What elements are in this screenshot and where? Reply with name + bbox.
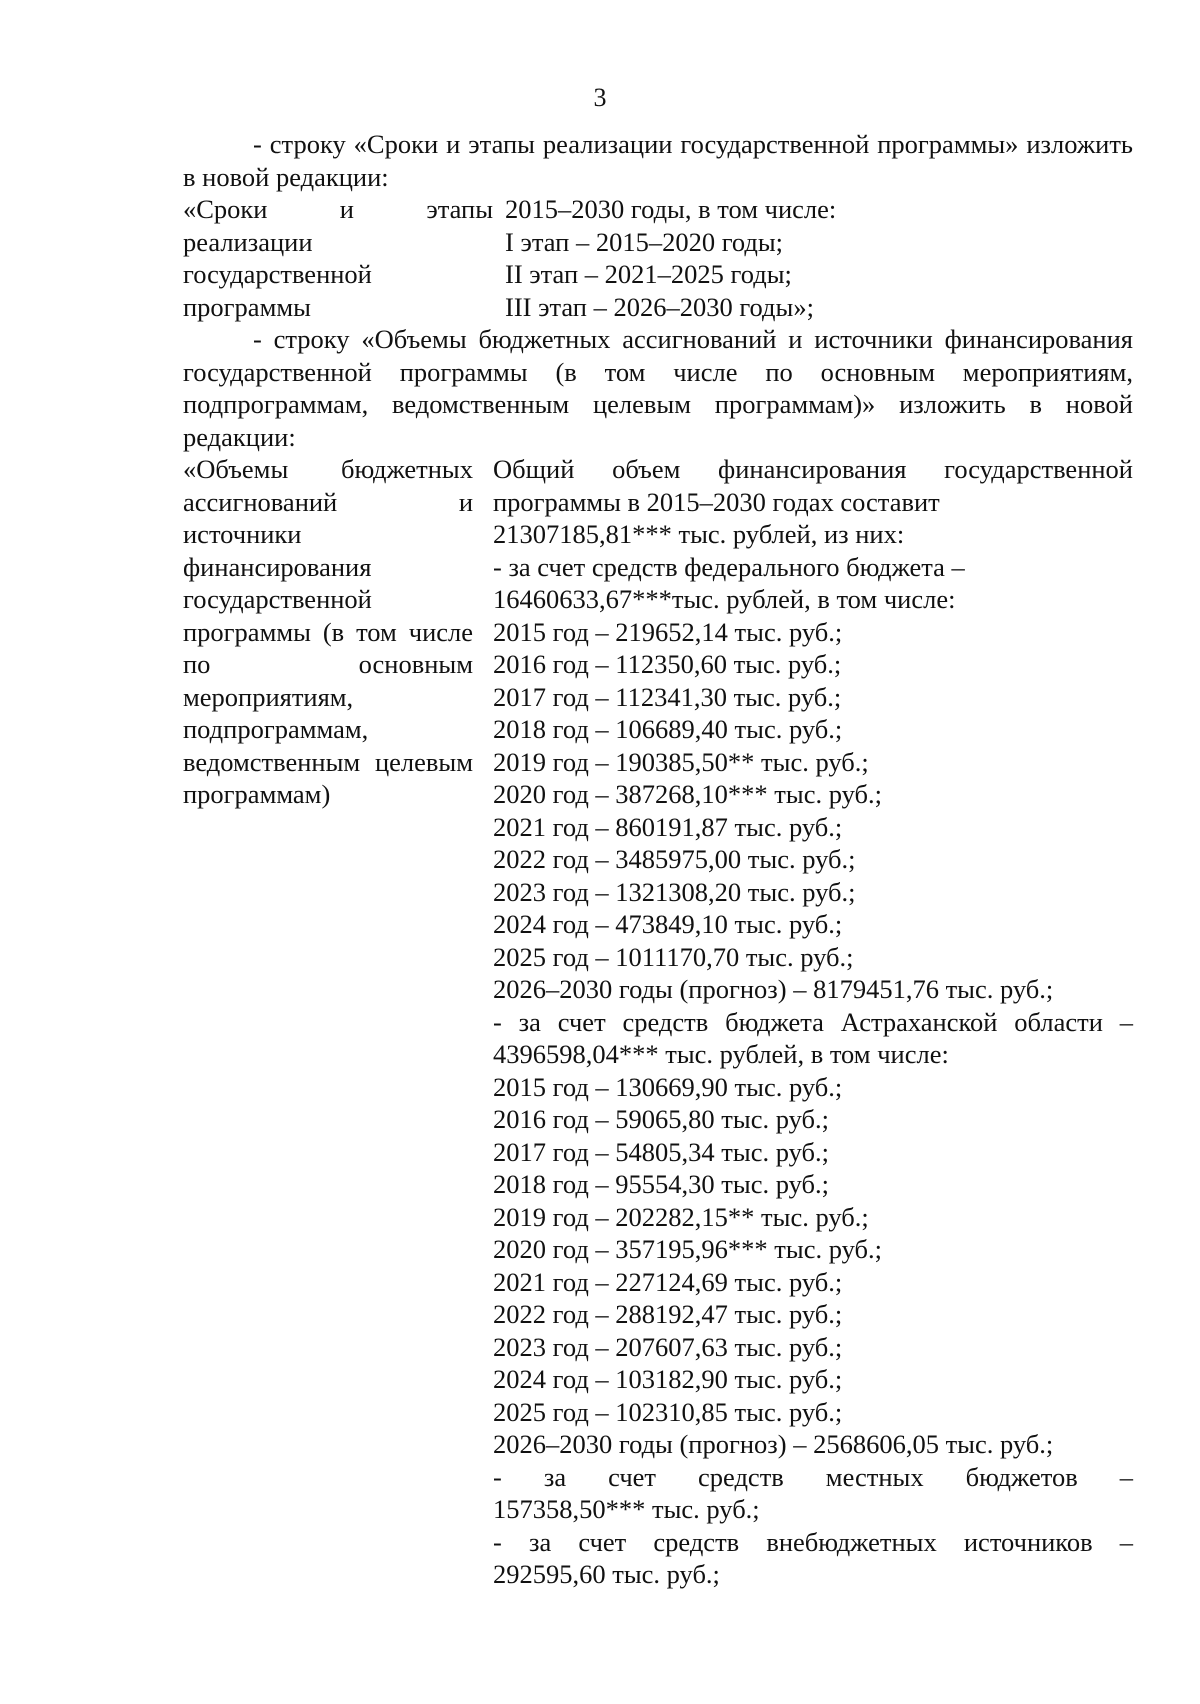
local-amount: 157358,50*** тыс. руб.; [493, 1494, 760, 1524]
funding-values [473, 453, 1133, 1591]
year-line: 2026–2030 годы (прогноз) – 8179451,76 тыс. руб.; [493, 974, 1054, 1004]
federal-amount: 16460633,67***тыс. рублей, в том числе: [493, 584, 956, 614]
federal-heading: - за счет средств федерального бюджета – [493, 551, 965, 582]
year-line: 2017 год – 112341,30 тыс. руб.; [493, 681, 842, 712]
terms-line: III этап – 2026–2030 годы»; [505, 291, 814, 322]
year-line: 2018 год – 95554,30 тыс. руб.; [493, 1169, 829, 1199]
intro-funding-paragraph: - строку «Объемы бюджетных ассигнований и источники финансирования государственной программы (в том числе по основным мероприятиям, подпрограммам, ведомственным целевым программам)» изложить в новой редакции: [183, 324, 1133, 452]
federal-years-list [493, 616, 1133, 1006]
year-line: 2021 год – 227124,69 тыс. руб.; [493, 1266, 843, 1297]
year-line: 2025 год – 1011170,70 тыс. руб.; [493, 941, 854, 972]
year-line: 2015 год – 219652,14 тыс. руб.; [493, 616, 843, 647]
regional-heading: - за счет средств бюджета Астраханской области – 4396598,04*** тыс. рублей, в том числе: [493, 1006, 1133, 1069]
terms-line: 2015–2030 годы, в том числе: [505, 194, 837, 224]
year-line: 2023 год – 207607,63 тыс. руб.; [493, 1331, 843, 1362]
extra-amount: 292595,60 тыс. руб.; [493, 1559, 720, 1589]
year-line: 2016 год – 59065,80 тыс. руб.; [493, 1104, 829, 1134]
year-line: 2019 год – 202282,15** тыс. руб.; [493, 1201, 869, 1232]
local-heading: - за счет средств местных бюджетов – [493, 1461, 1133, 1492]
year-line: 2023 год – 1321308,20 тыс. руб.; [493, 876, 856, 907]
year-line: 2021 год – 860191,87 тыс. руб.; [493, 811, 843, 842]
terms-line: I этап – 2015–2020 годы; [505, 226, 784, 257]
year-line: 2015 год – 130669,90 тыс. руб.; [493, 1071, 843, 1102]
year-line: 2020 год – 387268,10*** тыс. руб.; [493, 779, 882, 809]
year-line: 2019 год – 190385,50** тыс. руб.; [493, 746, 869, 777]
funding-row [183, 453, 1133, 1591]
year-line: 2016 год – 112350,60 тыс. руб.; [493, 649, 842, 679]
year-line: 2024 год – 473849,10 тыс. руб.; [493, 909, 843, 939]
intro-terms-paragraph: - строку «Сроки и этапы реализации государственной программы» изложить в новой редакции: [183, 129, 1133, 192]
year-line: 2026–2030 годы (прогноз) – 2568606,05 тыс. руб.; [493, 1429, 1054, 1459]
document-body [183, 128, 1133, 1591]
terms-values [493, 193, 1133, 323]
year-line: 2025 год – 102310,85 тыс. руб.; [493, 1396, 843, 1427]
regional-years-list [493, 1071, 1133, 1461]
extra-heading: - за счет средств внебюджетных источников – [493, 1526, 1133, 1557]
year-line: 2020 год – 357195,96*** тыс. руб.; [493, 1234, 882, 1264]
terms-row [183, 193, 1133, 323]
year-line: 2017 год – 54805,34 тыс. руб.; [493, 1136, 829, 1167]
year-line: 2018 год – 106689,40 тыс. руб.; [493, 714, 843, 744]
year-line: 2024 год – 103182,90 тыс. руб.; [493, 1364, 843, 1394]
funding-total-text: Общий объем финансирования государственной программы в 2015–2030 годах составит [493, 454, 1133, 517]
year-line: 2022 год – 3485975,00 тыс. руб.; [493, 844, 856, 874]
terms-label: «Сроки и этапы реализации государственной программы [183, 194, 493, 322]
funding-label: «Объемы бюджетных ассигнований и источники финансирования государственной программы (в том числе по основным мероприятиям, подпрограммам, ведомственным целевым программам) [183, 454, 473, 809]
page-number: 3 [593, 83, 607, 112]
funding-total-amount: 21307185,81*** тыс. рублей, из них: [493, 519, 905, 549]
terms-line: II этап – 2021–2025 годы; [505, 259, 792, 289]
year-line: 2022 год – 288192,47 тыс. руб.; [493, 1299, 843, 1329]
